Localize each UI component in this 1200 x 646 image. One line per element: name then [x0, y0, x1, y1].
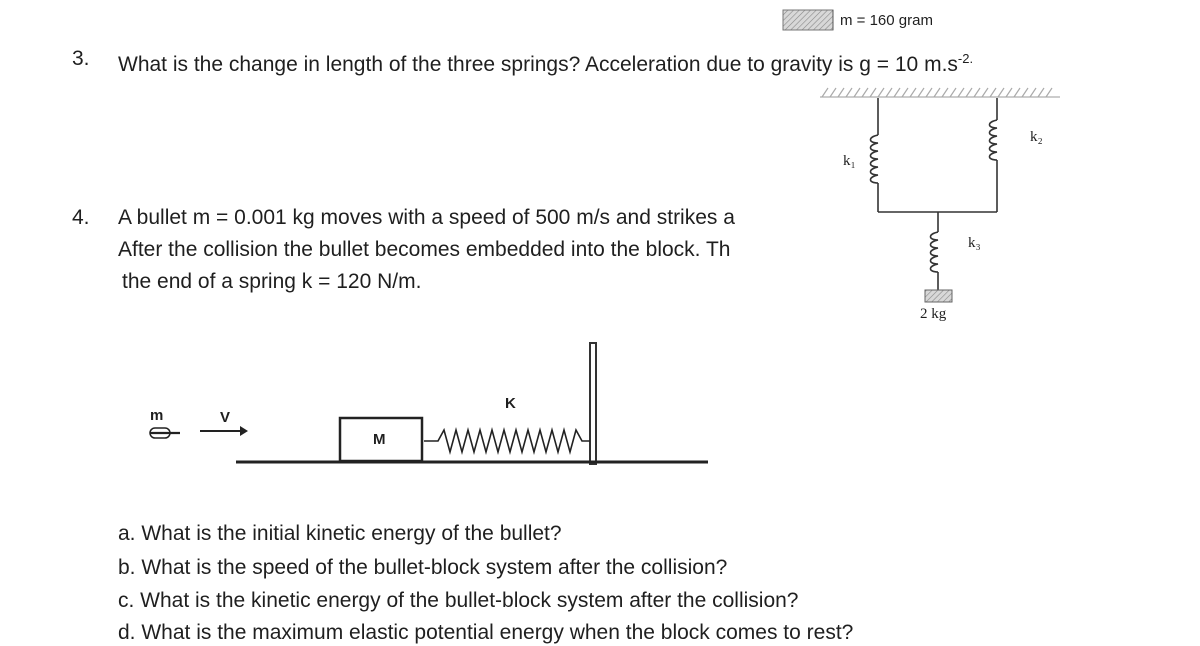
spring-k1 [871, 98, 879, 212]
spring-k2 [990, 98, 998, 212]
label-bullet-m: m [150, 407, 164, 424]
label-block-M: M [373, 431, 386, 448]
velocity-arrow [200, 426, 248, 436]
q4-line1: A bullet m = 0.001 kg moves with a speed of 500 m/s and strikes a [118, 206, 735, 229]
label-velocity-v: V [220, 409, 231, 426]
top-mass-block [783, 10, 833, 30]
subq-a: a. What is the initial kinetic energy of the bullet? [118, 522, 562, 545]
q3-body: What is the change in length of the three springs? Acceleration due to gravity is g = 10 m.s [118, 53, 958, 76]
spring-K [424, 430, 590, 452]
spring-k3 [931, 212, 939, 290]
subq-b: b. What is the speed of the bullet-block system after the collision? [118, 556, 728, 579]
q4-number: 4. [72, 206, 90, 229]
q4-line2: After the collision the bullet becomes embedded into the block. Th [118, 238, 731, 261]
q3-text [118, 46, 973, 78]
ceiling-hatch [822, 88, 1052, 97]
q3-superscript: -2. [957, 51, 974, 66]
label-k2: k₂ [1030, 129, 1043, 145]
top-mass-label: m = 160 gram [840, 12, 933, 29]
q4-line3: the end of a spring k = 120 N/m. [122, 270, 422, 293]
subq-c: c. What is the kinetic energy of the bullet-block system after the collision? [118, 589, 799, 612]
label-spring-K: K [505, 395, 516, 412]
label-k1: k₁ [843, 153, 856, 169]
wall-post [590, 343, 596, 464]
bullet [150, 428, 180, 438]
label-k3: k₃ [968, 235, 981, 251]
subq-d: d. What is the maximum elastic potential energy when the block comes to rest? [118, 621, 854, 644]
label-2kg: 2 kg [920, 306, 947, 322]
q3-number: 3. [72, 47, 90, 70]
hanging-mass-block [925, 290, 952, 302]
